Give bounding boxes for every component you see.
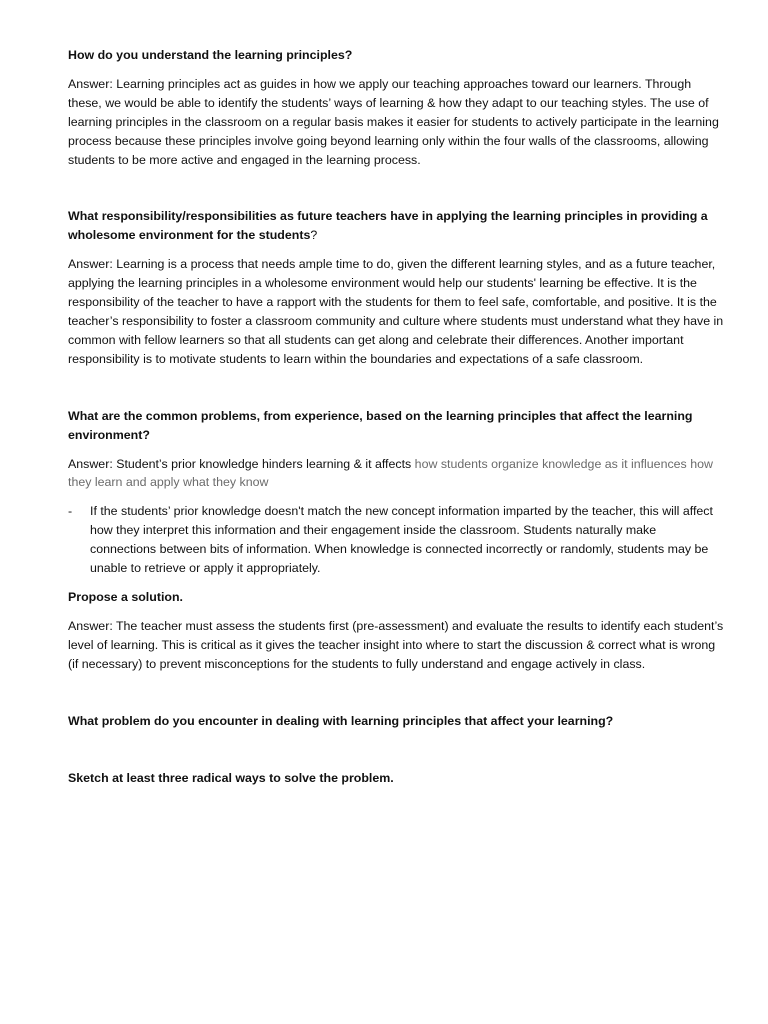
bullet-dash: -: [68, 504, 73, 519]
answer-understanding-learning-principles: Answer: Learning principles act as guides in how we apply our teaching approaches toward our learners. Through these, we would be able to identify the students’ ways of learning & how they adapt to our teaching styles. The use of learning principles in the classroom on a regular basis makes it easier for students to actively participate in the learning process because these principles involve going beyond learning only within the four walls of the classrooms, allowing students to be more active and engaged in the learning process.: [68, 76, 719, 167]
question-teacher-responsibilities-text: What responsibility/responsibilities as future teachers have in applying the learning principles in providing a wholesome environment for the students: [68, 209, 708, 243]
question-problem-encountered: What problem do you encounter in dealing with learning principles that affect your learning?: [68, 713, 614, 728]
question-radical-solutions: Sketch at least three radical ways to solve the problem.: [68, 771, 394, 786]
answer-propose-solution: Answer: The teacher must assess the students first (pre-assessment) and evaluate the results to identify each student’s level of learning. This is critical as it gives the teacher insight into where to start the discussion & correct what is wrong (if necessary) to prevent misconceptions for the students to fully understand and engage actively in class.: [68, 618, 724, 671]
answer-teacher-responsibilities: Answer: Learning is a process that needs ample time to do, given the different learning styles, and as a future teacher, applying the learning principles in a wholesome environment would help our students' learning be effective. It is the responsibility of the teacher to have a rapport with the students for them to feel safe, comfortable, and positive. It is the teacher’s responsibility to foster a classroom community and culture where students must understand what they have in common with fellow learners so that all students can get along and celebrate their differences. Another important responsibility is to motivate students to learn within the boundaries and expectations of a safe classroom.: [68, 257, 724, 366]
question-propose-solution: Propose a solution.: [68, 589, 183, 604]
question-teacher-responsibilities-mark: ?: [310, 228, 318, 243]
answer-common-problems-prefix: Answer: Student’s prior knowledge hinders learning & it affects: [68, 456, 415, 471]
question-common-problems: What are the common problems, from experience, based on the learning principles that affect the learning environment?: [68, 408, 693, 442]
answer-common-problems-highlight: how students organize knowledge as it influences how they learn and apply what they know: [68, 456, 713, 490]
bullet-text-prior-knowledge: If the students’ prior knowledge doesn't match the new concept information imparted by the teacher, this will affect how they interpret this information and their engagement inside the classroom. Students naturally make connections between bits of information. When knowledge is connected incorrectly or randomly, students may be unable to retrieve or apply it appropriately.: [90, 504, 713, 576]
document-page: [68, 46, 724, 788]
answer-common-problems: [68, 455, 724, 493]
bullet-item-prior-knowledge: [68, 502, 724, 578]
question-understanding-learning-principles: How do you understand the learning principles?: [68, 48, 353, 62]
question-teacher-responsibilities: [68, 207, 724, 245]
